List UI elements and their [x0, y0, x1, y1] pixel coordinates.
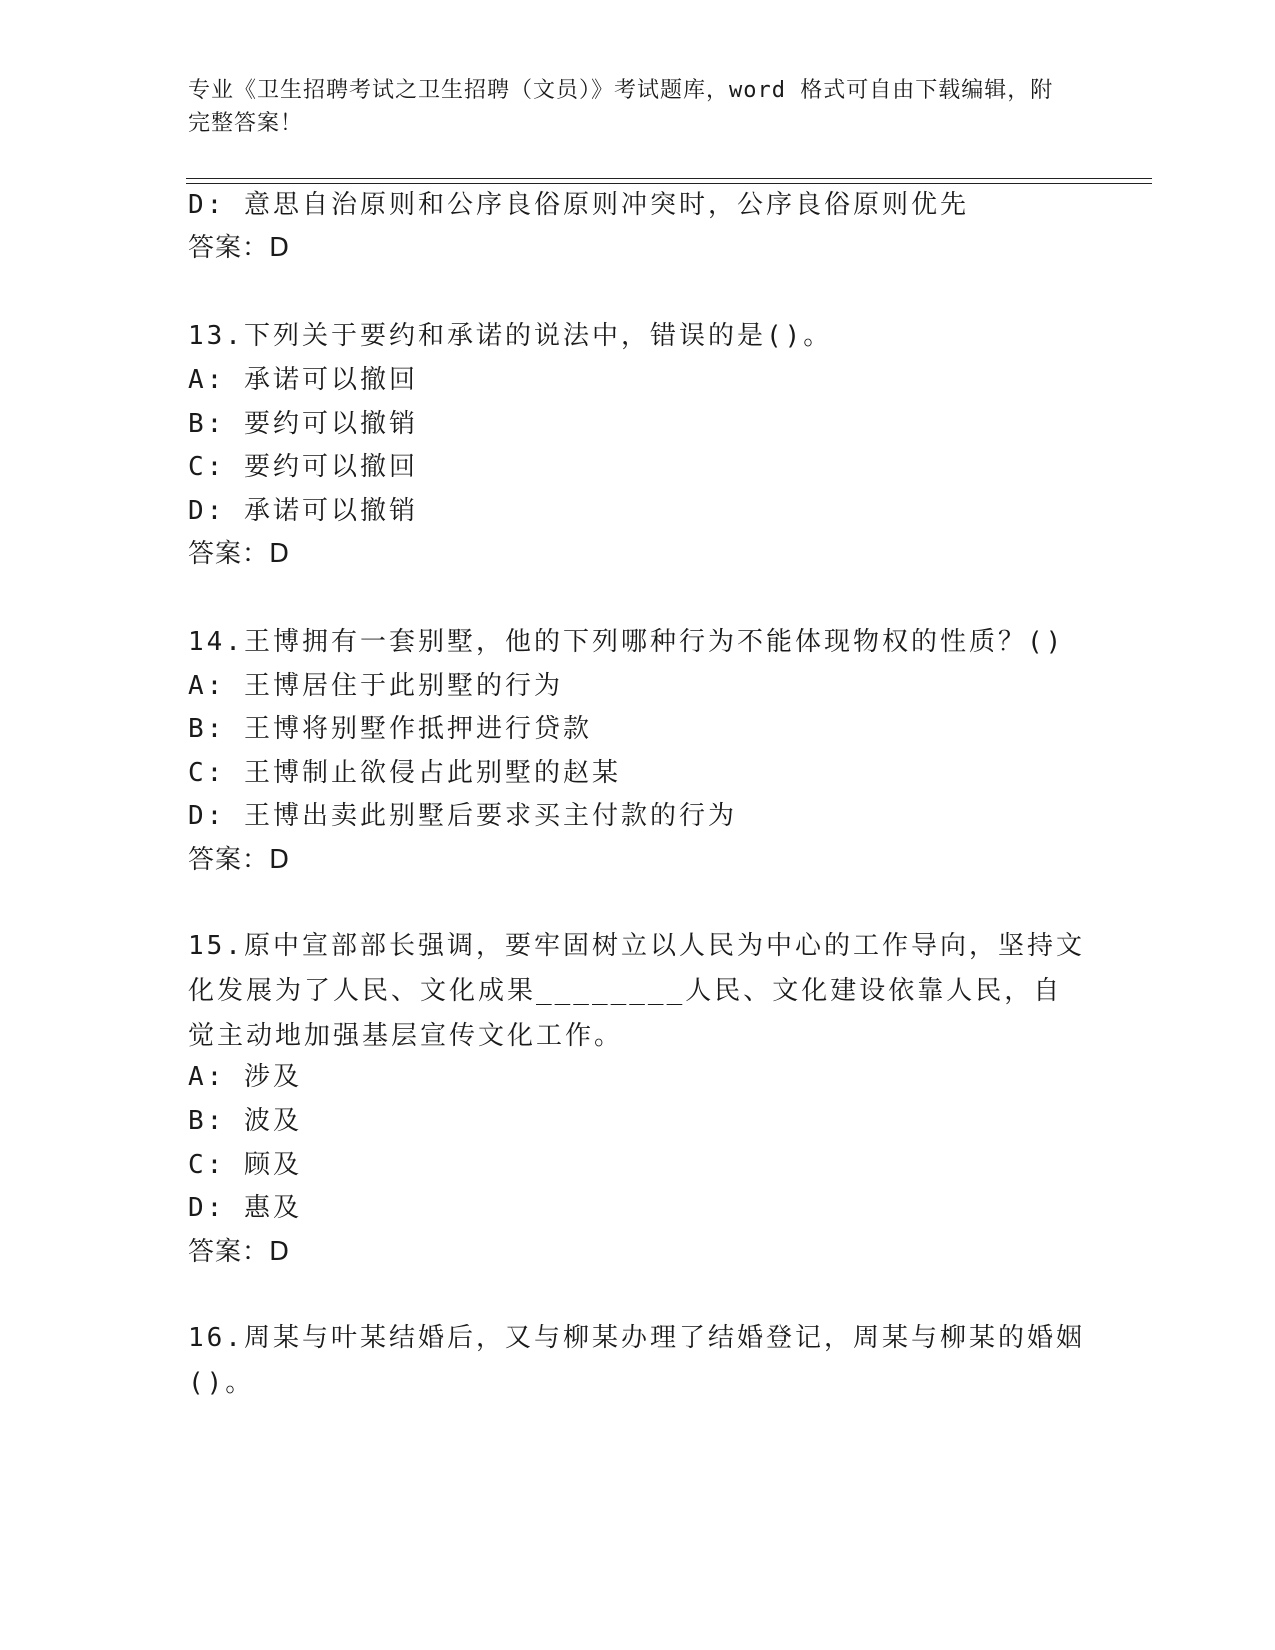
q13-stem: 13.下列关于要约和承诺的说法中，错误的是()。: [188, 321, 833, 351]
q15-option-d: D: 惠及: [188, 1193, 302, 1223]
q14-option-a: A: 王博居住于此别墅的行为: [188, 671, 563, 701]
q14-option-b: B: 王博将别墅作抵押进行贷款: [188, 714, 592, 744]
q13-answer: 答案：D: [188, 539, 291, 569]
q15-option-c: C: 顾及: [188, 1150, 302, 1180]
q14-option-d: D: 王博出卖此别墅后要求买主付款的行为: [188, 801, 737, 831]
q15-answer: 答案：D: [188, 1237, 291, 1267]
q14-stem: 14.王博拥有一套别墅，他的下列哪种行为不能体现物权的性质？(): [188, 627, 1065, 657]
q12-answer: 答案：D: [188, 233, 291, 263]
q12-option-d: D: 意思自治原则和公序良俗原则冲突时，公序良俗原则优先: [188, 190, 969, 220]
header-rule-top: [186, 178, 1152, 179]
q14-option-c: C: 王博制止欲侵占此别墅的赵某: [188, 758, 621, 788]
q16-stem: 16.周某与叶某结婚后，又与柳某办理了结婚登记，周某与柳某的婚姻()。: [188, 1323, 1085, 1398]
q13-option-c: C: 要约可以撤回: [188, 452, 418, 482]
q13-option-d: D: 承诺可以撤销: [188, 496, 418, 526]
q15-option-a: A: 涉及: [188, 1062, 302, 1092]
q13-option-a: A: 承诺可以撤回: [188, 365, 418, 395]
q13-option-b: B: 要约可以撤销: [188, 409, 418, 439]
q15-option-b: B: 波及: [188, 1106, 302, 1136]
q15-stem: 15.原中宣部部长强调，要牢固树立以人民为中心的工作导向，坚持文化发展为了人民、文化成果________人民、文化建设依靠人民，自觉主动地加强基层宣传文化工作。: [188, 931, 1085, 1051]
q14-answer: 答案：D: [188, 845, 291, 875]
header-rule-bottom: [186, 183, 1152, 184]
document-header: 专业《卫生招聘考试之卫生招聘（文员）》考试题库，word 格式可自由下载编辑，附完整答案！: [188, 78, 1054, 136]
